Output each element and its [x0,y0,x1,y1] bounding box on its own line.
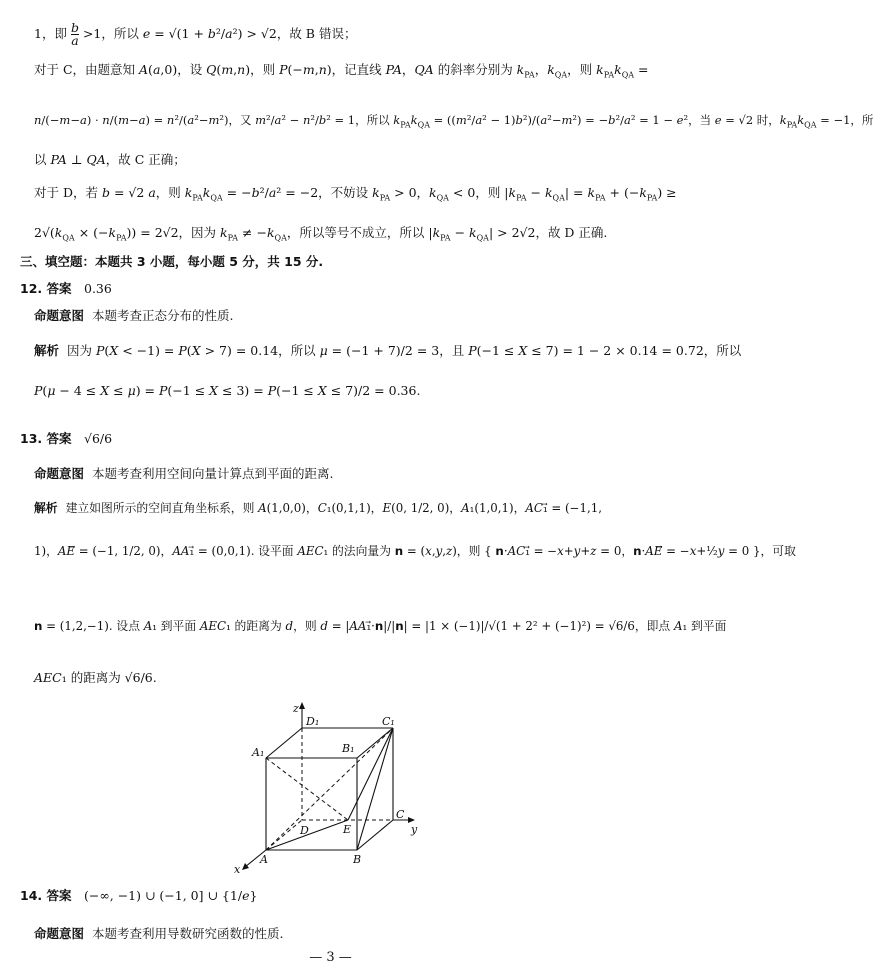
analysis-12-line-1: 解析 因为 P(X < −1) = P(X > 7) = 0.14，所以 μ = (−1 + 7)/2 = 3，且 P(−1 ≤ X ≤ 7) = 1 − 2 × 0.14 = 0.72，所以 [34,343,742,358]
label-y: y [411,823,418,836]
label-b1: B₁ [342,742,355,755]
analysis-13-line-2: 1)，AE⃗ = (−1, 1/2, 0)，AA₁⃗ = (0,0,1). 设平面 AEC₁ 的法向量为 n = (x,y,z)，则 { n·AC₁⃗ = −x+y+z = 0，n·AE⃗ = −x+½y = 0 }，可取 [34,544,796,558]
text-line-6: $2√(k_{QA} \times (-k_{PA})) = 2√2$，因为 $k_{PA} \ne -k_{QA}$，所以等号不成立，所以 $|k_{PA} - k_{QA}| > 2√2$，故 D 正确. [34,225,608,243]
answer-13: 13. 答案 √6/6 [20,431,113,446]
analysis-13-line-4: AEC₁ 的距离为 √6/6. [34,670,157,685]
section-heading: 三、填空题：本题共 3 小题，每小题 5 分，共 15 分. [20,254,324,269]
label-a1: A₁ [252,746,265,759]
text-line-5: 对于 D，若 b = √2 a，则 $k_{PA}k_{QA} = -b^2/a^2 = -2$，不妨设 $k_{PA} > 0$，$k_{QA} < 0$，则 $|k_{PA} - k_{QA}| = k_{PA} + (-k_{PA})$ ≥ [34,185,677,203]
cube-figure [230,700,430,875]
intent-13: 命题意图 本题考查利用空间向量计算点到平面的距离. [34,466,334,481]
analysis-13-line-1: 解析 建立如图所示的空间直角坐标系，则 A(1,0,0)，C₁(0,1,1)，E(0, 1/2, 0)，A₁(1,0,1)，AC₁⃗ = (−1,1, [34,501,603,515]
label-e: E [343,823,352,836]
hidden-segment-a-c1 [266,728,393,850]
z-arrow-icon [299,702,305,709]
text-line-4: 以 PA ⊥ QA，故 C 正确； [34,152,186,167]
intent-12: 命题意图 本题考查正态分布的性质. [34,308,234,323]
label-a: A [260,853,268,866]
label-z: z [293,702,299,715]
intent-14: 命题意图 本题考查利用导数研究函数的性质. [34,926,284,941]
answer-14: 14. 答案 (−∞, −1) ∪ (−1, 0] ∪ {1/e} [20,888,258,903]
answer-12: 12. 答案 0.36 [20,281,112,296]
label-d: D [300,824,309,837]
label-x: x [234,863,241,876]
page-number: — 3 — [309,950,352,965]
edge-c-b [357,820,393,850]
label-b: B [353,853,362,866]
text-line-1: 1，即 $\frac{b}{a}$ >1，所以 e = √(1 + b²/a²) > √2，故 B 错误； [34,20,357,48]
analysis-12-line-2: P(μ − 4 ≤ X ≤ μ) = P(−1 ≤ X ≤ 3) = P(−1 ≤ X ≤ 7)/2 = 0.36. [34,383,421,398]
segment-c1-b [357,728,393,850]
text-line-3: n/(−m−a) · n/(m−a) = n²/(a²−m²)，又 m²/a² − n²/b² = 1，所以 $k_{PA}k_{QA} = ((m^2/a^2 - 1)b^2)/(a^2-m^2) = -b^2/a^2 = 1 - e^2$，当 e = √2 时，$k_{PA}k_{QA} = -1$，所 [34,113,873,130]
label-c: C [396,808,405,821]
segment-c1-e [348,728,393,820]
label-c1: C₁ [382,715,395,728]
label-d1: D₁ [306,715,320,728]
analysis-13-line-3: n = (1,2,−1). 设点 A₁ 到平面 AEC₁ 的距离为 d，则 d = |AA₁⃗·n|/|n| = |1 × (−1)|/√(1 + 2² + (−1)²) = √6/6，即点 A₁ 到平面 [34,619,727,633]
edge-a1-d1 [266,728,302,758]
text-line-2: 对于 C，由题意知 A(a,0)，设 Q(m,n)，则 P(−m,n)，记直线 PA，QA 的斜率分别为 $k_{PA}$，$k_{QA}$，则 $k_{PA}k_{QA}$ = [34,62,649,80]
